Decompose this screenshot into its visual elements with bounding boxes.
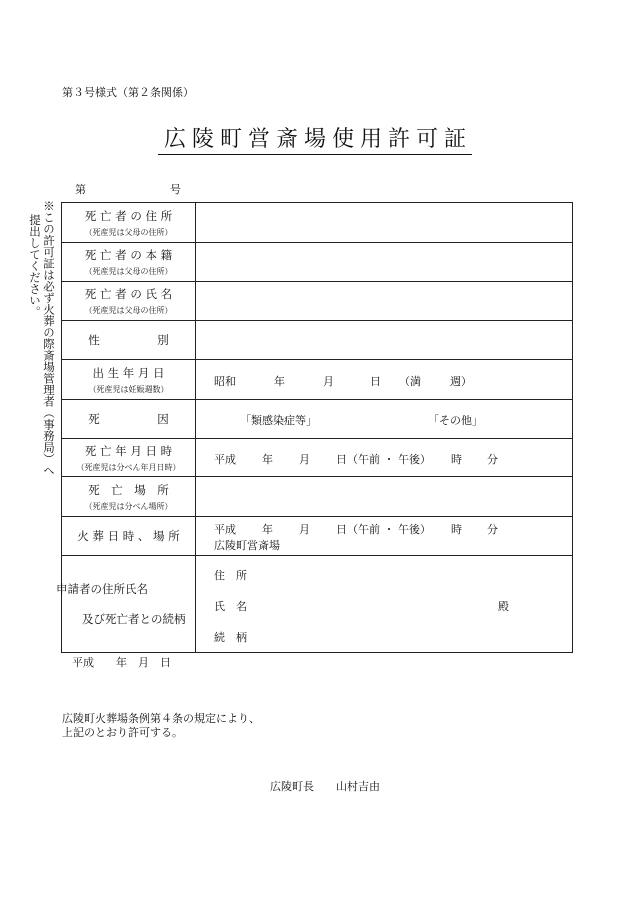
death-year-unit: 年 <box>262 453 273 466</box>
label-cell <box>62 321 196 359</box>
row-deceased-name <box>62 281 572 320</box>
death-ampm[interactable]: （午前 ・ 午後） <box>347 453 431 466</box>
field-applicant[interactable] <box>196 556 572 652</box>
row-sex <box>62 320 572 359</box>
death-minute-unit: 分 <box>487 453 498 466</box>
label-deceased-domicile: 死 亡 者 の 本 籍 <box>84 248 173 262</box>
label-cell <box>62 477 196 516</box>
applicant-address-label: 住 所 <box>214 569 247 582</box>
birth-day-unit: 日 <box>370 375 381 388</box>
label-cell <box>62 400 196 438</box>
label-cell <box>62 243 196 281</box>
label-cremation: 火 葬 日 時 、 場 所 <box>77 529 180 543</box>
issue-date: 平成 年 月 日 <box>72 656 171 669</box>
cremation-month-unit: 月 <box>299 523 310 536</box>
notice-line-1: 広陵町火葬場条例第４条の規定により、 <box>62 712 260 725</box>
field-sex[interactable] <box>196 321 572 359</box>
label-note: （死産児は父母の住所） <box>84 267 173 276</box>
row-birth-date <box>62 359 572 399</box>
label-cell <box>62 439 196 476</box>
field-deceased-address[interactable] <box>196 203 572 242</box>
birth-age-open: （満 <box>399 375 421 388</box>
permit-number-suffix: 号 <box>170 183 181 196</box>
form-number: 第３号様式（第２条関係） <box>62 86 194 99</box>
label-birth-date: 出 生 年 月 日 <box>92 365 165 380</box>
applicant-name-label: 氏 名 <box>214 600 247 613</box>
field-birth-date[interactable] <box>196 360 572 399</box>
cremation-day-unit: 日 <box>336 523 347 536</box>
row-death-place <box>62 476 572 516</box>
label-cell <box>62 517 196 555</box>
permit-table <box>56 202 573 653</box>
row-death-datetime <box>62 438 572 476</box>
label-death-datetime: 死 亡 年 月 日 時 <box>84 443 173 458</box>
row-cause-of-death <box>62 399 572 438</box>
row-cremation <box>62 516 572 555</box>
field-deceased-name[interactable] <box>196 282 572 320</box>
field-deceased-domicile[interactable] <box>196 243 572 281</box>
label-cell <box>56 556 196 652</box>
cremation-hour-unit: 時 <box>451 523 462 536</box>
label-deceased-name: 死 亡 者 の 氏 名 <box>84 287 173 301</box>
birth-month-unit: 月 <box>323 375 334 388</box>
label-note: （死産児は父母の住所） <box>84 306 173 315</box>
birth-year-unit: 年 <box>274 375 285 388</box>
label-sex: 性 別 <box>88 333 169 347</box>
label-cell <box>62 282 196 320</box>
label-applicant-line-2: 及び死亡者との続柄 <box>82 612 186 626</box>
label-cause-of-death: 死 因 <box>88 412 169 426</box>
death-month-unit: 月 <box>299 453 310 466</box>
label-cell <box>62 360 196 399</box>
death-day-unit: 日 <box>336 453 347 466</box>
field-death-datetime[interactable] <box>196 439 572 476</box>
side-note-line-2: 提出してください。 <box>28 214 42 318</box>
death-hour-unit: 時 <box>451 453 462 466</box>
birth-era: 昭和 <box>214 375 236 388</box>
cause-option-other[interactable]: 「その他」 <box>428 414 483 427</box>
label-note: （死産児は分べん年月日時） <box>76 462 181 472</box>
death-era: 平成 <box>214 453 236 466</box>
birth-age-close: 週） <box>450 375 472 388</box>
row-applicant <box>56 555 572 652</box>
side-note-line-1: ※この許可証は必ず火葬の際斎場管理者（事務局）へ <box>42 200 56 476</box>
field-cause-of-death[interactable] <box>196 400 572 438</box>
mayor-signature: 広陵町長 山村吉由 <box>270 780 380 793</box>
cremation-ampm[interactable]: （午前 ・ 午後） <box>347 523 431 536</box>
label-note: （死産児は分べん場所） <box>84 501 173 511</box>
label-cell <box>62 203 196 242</box>
label-deceased-address: 死 亡 者 の 住 所 <box>84 208 173 223</box>
cremation-place: 広陵町営斎場 <box>214 539 280 552</box>
document-title <box>0 122 630 153</box>
label-death-place: 死 亡 場 所 <box>88 482 169 497</box>
applicant-relation-label: 続 柄 <box>214 631 247 644</box>
permit-number-prefix: 第 <box>75 183 86 196</box>
applicant-honorific: 殿 <box>498 600 509 613</box>
document-title-text: 広陵町営斎場使用許可証 <box>158 127 472 155</box>
row-deceased-domicile <box>62 242 572 281</box>
field-cremation[interactable] <box>196 517 572 555</box>
field-death-place[interactable] <box>196 477 572 516</box>
cremation-era: 平成 <box>214 523 236 536</box>
label-note: （死産児は妊娠週数） <box>88 384 169 394</box>
label-note: （死産児は父母の住所） <box>84 227 173 237</box>
notice-line-2: 上記のとおり許可する。 <box>62 726 183 739</box>
row-deceased-address <box>62 203 572 242</box>
label-applicant-line-1: 申請者の住所氏名 <box>56 582 148 596</box>
cremation-year-unit: 年 <box>262 523 273 536</box>
cremation-minute-unit: 分 <box>487 523 498 536</box>
cause-option-infectious[interactable]: 「類感染症等」 <box>240 414 317 427</box>
